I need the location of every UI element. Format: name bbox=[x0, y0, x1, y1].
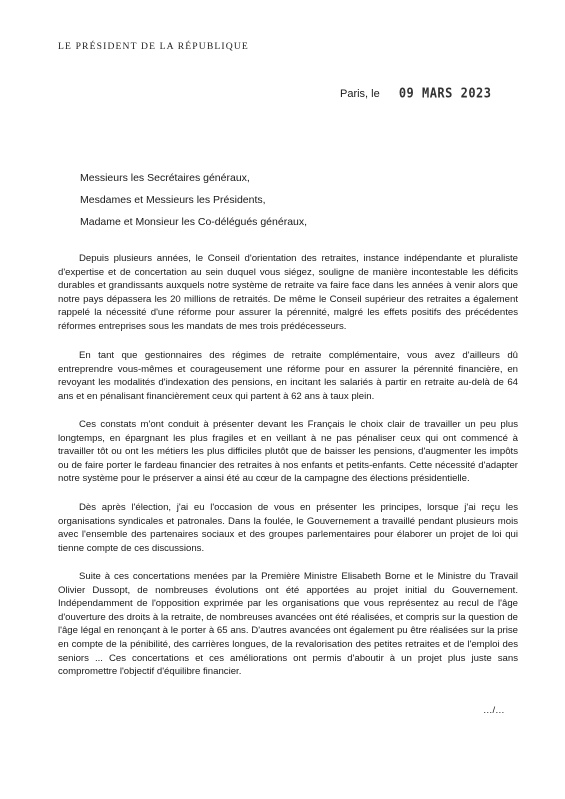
letterhead: LE PRÉSIDENT DE LA RÉPUBLIQUE bbox=[58, 41, 249, 52]
date-line bbox=[340, 86, 492, 100]
date-place: Paris, le bbox=[340, 88, 380, 100]
paragraph-1: Depuis plusieurs années, le Conseil d'orientation des retraites, instance indépendante et pluraliste d'expertise et de concertation au sein duquel vous siégez, souligne de manière incontestable les déficits durables et grandissants auxquels notre système de retraite va faire face dans les années à venir alors que notre pays dépassera les 20 millions de retraités. De même le Conseil supérieur des retraites a également rappelé la nécessité d'une réforme pour assurer la pérennité, malgré les effets positifs des précédentes réformes entreprises sous les mandats de mes trois prédécesseurs. bbox=[58, 253, 518, 332]
addressee-line-2: Mesdames et Messieurs les Présidents, bbox=[80, 194, 266, 206]
paragraph-3: Ces constats m'ont conduit à présenter devant les Français le choix clair de travailler un peu plus longtemps, en épargnant les plus fragiles et en veillant à ne pas pénaliser ceux qui ont commencé à travailler tôt ou ont les métiers les plus difficiles plutôt que de baisser les pensions, d'augmenter les impôts ou de faire porter le fardeau financier des retraites à nos enfants et petits-enfants. Cette nécessité d'adapter notre système pour le préserver a ainsi été au cœur de la campagne des élections présidentielle. bbox=[58, 419, 518, 485]
addressee-line-3: Madame et Monsieur les Co-délégués généraux, bbox=[80, 216, 308, 228]
paragraph-4: Dès après l'élection, j'ai eu l'occasion de vous en présenter les principes, lorsque j'ai reçu les organisations syndicales et patronales. Dans la foulée, le Gouvernement a travaillé pendant plusieurs mois avec l'ensemble des partenaires sociaux et des groupes parlementaires pour élaborer un projet de loi qui tienne compte de ces discussions. bbox=[58, 502, 518, 554]
paragraph-5: Suite à ces concertations menées par la Première Ministre Elisabeth Borne et le Ministre du Travail Olivier Dussopt, de nombreuses évolutions ont été apportées au projet initial du Gouvernement. Indépendamment de l'opposition exprimée par les organisations que vous représentez au recul de l'âge d'ouverture des droits à la retraite, de nombreuses avancées ont été réalisées, et compris sur la question de l'âge légal en renonçant à le porter à 65 ans. D'autres avancées ont également pu être réalisées sur la prise en compte de la pénibilité, des carrières longues, de la revalorisation des petites retraites et de l'emploi des seniors ... Ces concertations et ces améliorations ont permis d'aboutir à un projet plus juste sans compromettre l'objectif d'équilibre financier. bbox=[58, 571, 518, 678]
paragraph-2: En tant que gestionnaires des régimes de retraite complémentaire, vous avez d'ailleurs dû entreprendre vous-mêmes et courageusement une réforme pour en assurer la pérennité financière, en revoyant les modalités d'indexation des pensions, en incitant les salariés à partir en retraite au-delà de 64 ans et en pénalisant financièrement ceux qui partent à 62 ans à taux plein. bbox=[58, 350, 518, 402]
page-continuation-mark: …/… bbox=[483, 705, 505, 716]
date-stamp: 09 MARS 2023 bbox=[398, 85, 492, 101]
addressee-line-1: Messieurs les Secrétaires généraux, bbox=[80, 172, 250, 184]
